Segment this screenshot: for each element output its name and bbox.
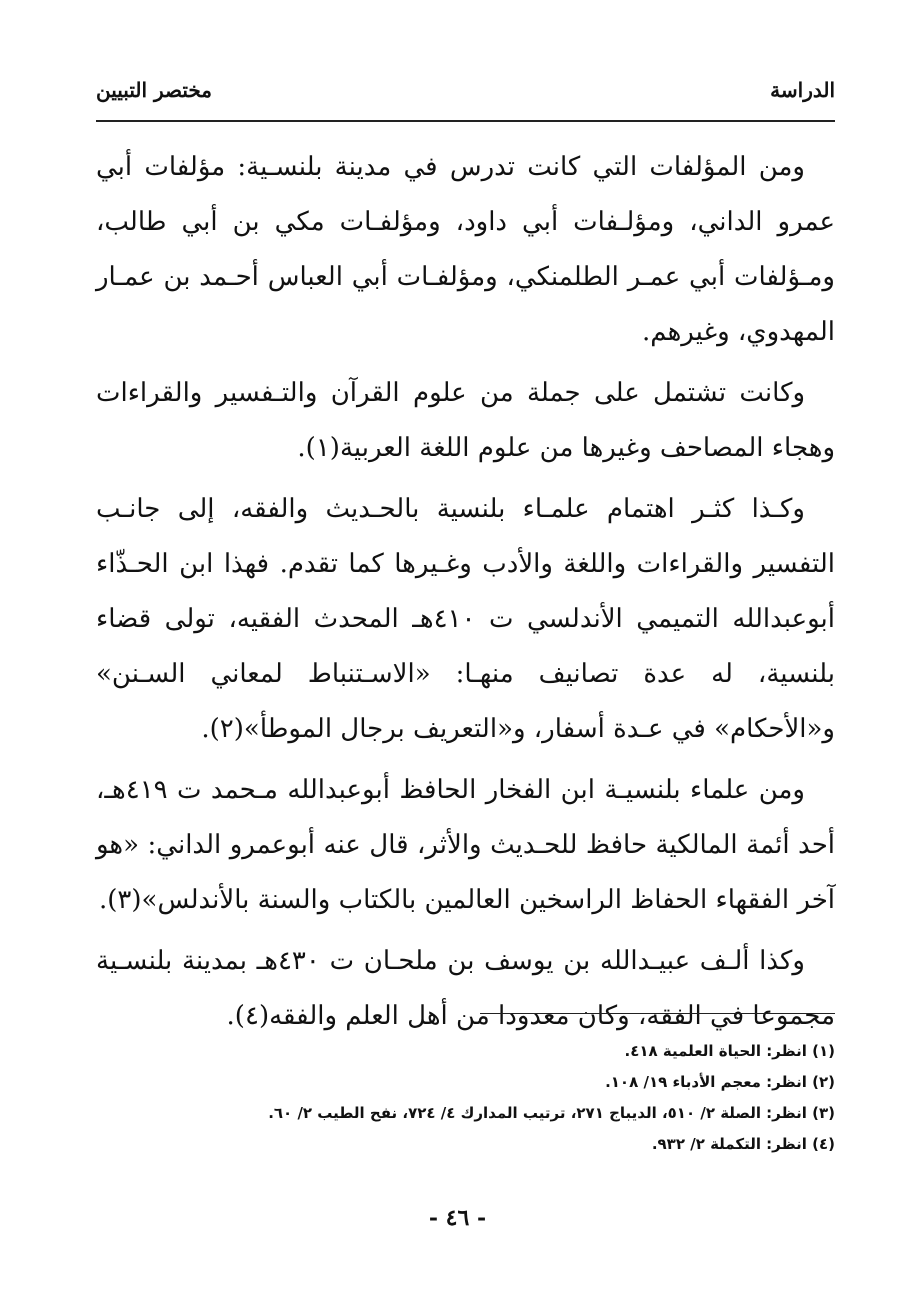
footnote-2: (٢) انظر: معجم الأدباء ١٩/ ١٠٨. [605,1073,835,1091]
paragraph-2: وكانت تشتمل على جملة من علوم القرآن والتـفسير والقراءات وهجاء المصاحف وغيرها من علوم اللغة العربية(١). [96,378,835,463]
footnote-4: (٤) انظر: التكملة ٢/ ٩٣٢. [651,1135,835,1153]
running-header [96,70,835,122]
main-text [96,140,835,1050]
footnotes [96,1036,835,1160]
paragraph-1: ومن المؤلفات التي كانت تدرس في مدينة بلنسـية: مؤلفات أبي عمرو الداني، ومؤلـفات أبي داود، ومؤلفـات مكي بن أبي طالب، ومـؤلفات أبي عمـر الطلمنكي، ومؤلفـات أبي العباس أحـمد بن عمـار المهدوي، وغيرهم. [96,152,835,347]
paragraph-5: وكذا ألـف عبيـدالله بن يوسف بن ملحـان ت ٤٣٠هـ بمدينة بلنسـية مجموعا في الفقه، وكان معدودا من أهل العلم والفقه(٤). [96,946,835,1031]
paragraph-3: وكـذا كثـر اهتمام علمـاء بلنسية بالحـديث والفقه، إلى جانـب التفسير والقراءات واللغة والأدب وغـيرها كما تقدم. فهذا ابن الحـذّاء أبوعبدالله التميمي الأندلسي ت ٤١٠هـ المحدث الفقيه، تولى قضاء بلنسية، له عدة تصانيف منهـا: «الاسـتنباط لمعاني السـنن» و«الأحكام» في عـدة أسفار، و«التعريف برجال الموطأ»(٢). [96,494,835,744]
page-number: - ٤٦ - [428,1205,487,1231]
footnote-1: (١) انظر: الحياة العلمية ٤١٨. [624,1042,835,1060]
header-section-title: الدراسة [770,78,835,102]
footnote-separator [480,1013,835,1014]
footnote-3: (٣) انظر: الصلة ٢/ ٥١٠، الديباج ٢٧١، ترتيب المدارك ٤/ ٧٢٤، نفح الطيب ٢/ ٦٠. [268,1104,835,1122]
paragraph-4: ومن علماء بلنسيـة ابن الفخار الحافظ أبوعبدالله مـحمد ت ٤١٩هـ، أحد أئمة المالكية حافظ للحـديث والأثر، قال عنه أبوعمرو الداني: «هو آخر الفقهاء الحفاظ الراسخين العالمين بالكتاب والسنة بالأندلس»(٣). [96,775,835,915]
header-book-title: مختصر التبيين [96,78,213,102]
